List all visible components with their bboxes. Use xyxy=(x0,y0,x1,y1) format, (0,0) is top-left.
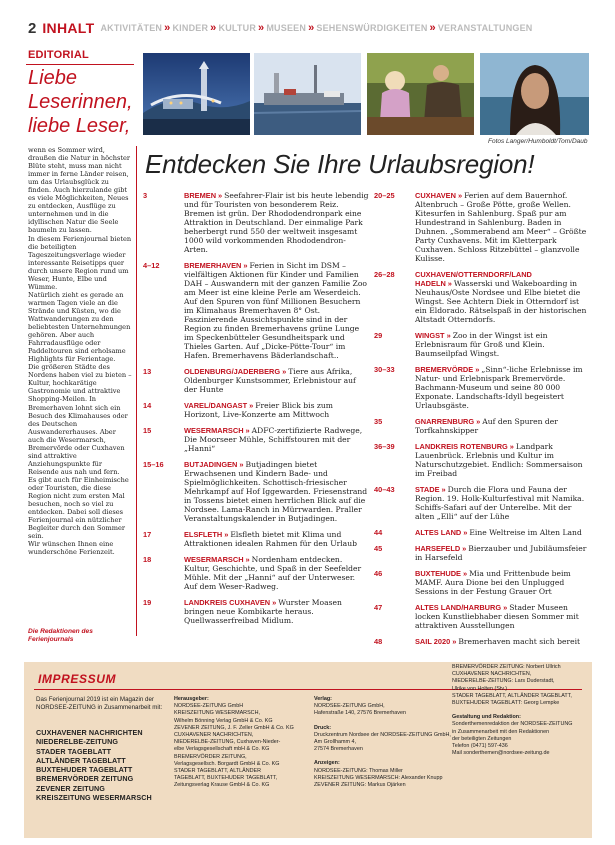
editorial-text xyxy=(28,146,132,556)
arrow-icon: » xyxy=(463,528,468,537)
toc-entry xyxy=(143,401,369,419)
toc-entry xyxy=(143,530,369,548)
impressum-line: Am Grollhamm 4, xyxy=(314,739,356,746)
toc-place: BREMEN xyxy=(184,191,217,200)
toc-text: Freier Blick bis zum Horizont, Live-Konzerte am Mittwoch xyxy=(184,401,333,419)
toc-place: CUXHAVEN/OTTERNDORF/LAND HADELN xyxy=(415,270,532,288)
impressum-intro: Das Ferienjournal 2019 ist ein Magazin der NORDSEE-ZEITUNG in Zusammenarbeit mit: xyxy=(36,696,163,711)
editorial-paragraph: In diesem Ferienjournal bieten die beteiligten Tageszeitungsverlage wieder interessante Reisetipps quer durch unsere Region rund um Weser, Hunte, Elbe und Wümme. xyxy=(28,234,132,291)
impressum-line: NORDSEE-ZEITUNG: Thomas Miller xyxy=(314,767,403,774)
toc-entry xyxy=(143,191,369,254)
toc-left-column xyxy=(143,191,369,632)
toc-entry xyxy=(143,426,369,453)
toc-entry xyxy=(143,367,369,394)
impressum-box xyxy=(24,662,592,838)
toc-entry xyxy=(374,485,590,521)
impressum-paper-list xyxy=(36,728,186,802)
arrow-icon: » xyxy=(243,261,248,270)
arrow-icon: » xyxy=(509,442,514,451)
toc-entry xyxy=(374,365,590,410)
toc-place: HARSEFELD xyxy=(415,544,461,553)
toc-place: OLDENBURG/JADERBERG xyxy=(184,367,281,376)
toc-place: WESERMARSCH xyxy=(184,426,244,435)
photo-credit: Fotos Langer/Humboldt/Tom/Daub xyxy=(488,138,588,145)
toc-page-number: 47 xyxy=(374,603,383,612)
nav-item-kinder: KINDER xyxy=(172,23,209,33)
impressum-line: KREISZEITUNG WESERMARSCH: Alexander Knupp xyxy=(314,774,443,781)
toc-page-number: 3 xyxy=(143,191,148,200)
toc-page-number: 13 xyxy=(143,367,152,376)
arrow-icon: » xyxy=(239,460,244,469)
editorial-paragraph: Die größeren Städte des Nordens haben viel zu bieten – Kultur, hochkarätige Gastronomie und attraktive Shopping-Meilen. In Bremerhaven lohnt sich ein Besuch des Klimahauses oder des Deutschen Auswandererhauses. Aber auch die Wesermarsch, Bremervörde oder Cuxhaven sind attraktive Anziehungspunkte für Reisende aus nah und fern. xyxy=(28,363,132,476)
toc-page-number: 20–25 xyxy=(374,191,395,200)
arrow-icon: » xyxy=(245,426,250,435)
toc-text: Durch die Flora und Fauna der Region. 19. Holk-Kulturfestival mit Namika. Schiffs-Safari auf der Unterelbe. Mit der alten „Elli“ auf der Lühe xyxy=(415,485,585,521)
editorial-paragraph: Natürlich zieht es gerade an warmen Tagen viele an die Strände und Küsten, wo die Wattwanderungen zu den beliebtesten Unternehmungen gehören. Aber auch Fahrradausflüge oder Paddeltouren sind erholsame Highlights für Ferientage. xyxy=(28,290,131,364)
toc-page-number: 15 xyxy=(143,426,152,435)
toc-entry xyxy=(374,191,590,263)
toc-entry xyxy=(374,528,590,537)
toc-text: Wasserski und Wakeboarding in Neuhaus/Oste Nordsee und Elbe bietet die Wingst. See Achtern Diek in Otterndorf ist ein Eldorado. Rätselspaß in der historischen Altstadt Otterndorfs. xyxy=(415,279,587,324)
toc-text: Landpark Lauenbrück. Erlebnis und Kultur im Naturschutzgebiet. Endlich: Sommersaison im Freibad xyxy=(415,442,583,478)
page-header xyxy=(28,18,533,38)
toc-entry xyxy=(143,261,369,360)
nav-item-sehenswuerdigkeiten: SEHENSWÜRDIGKEITEN xyxy=(316,23,428,33)
editorial-label: EDITORIAL xyxy=(28,49,89,61)
toc-text: Seefahrer-Flair ist bis heute lebendig und für Touristen von besonderem Reiz. Bremen ist grün. Der Rhododendronpark eine Attraktion in Deutschland. Der einmalige Park beherbergt rund 550 der weltweit insgesamt 1000 wild vorkommenden Rhododendron-Arten. xyxy=(184,191,369,254)
arrow-icon: » xyxy=(475,365,480,374)
impressum-line: Verlagsgesellsch. Borgardt GmbH & Co. KG xyxy=(174,760,280,767)
arrow-icon: » xyxy=(446,331,451,340)
impressum-line: STADER TAGEBLATT, ALTLÄNDER xyxy=(174,768,261,775)
arrow-icon: » xyxy=(447,279,452,288)
arrow-icon: » xyxy=(462,544,467,553)
impressum-line: ZEVENER ZEITUNG: Markus Ojärken xyxy=(314,782,406,789)
toc-place: LANDKREIS CUXHAVEN xyxy=(184,598,271,607)
toc-text: Stader Museen locken Kunstliebhaber diesen Sommer mit attraktiven Ausstellungen xyxy=(415,603,579,630)
arrow-icon: » xyxy=(503,603,508,612)
impressum-line: BUXTEHUDER TAGEBLATT: Georg Lempke xyxy=(452,700,560,707)
toc-place: ELSFLETH xyxy=(184,530,223,539)
toc-text: Nordenham entdecken. Kultur, Geschichte, und Spaß in der Seefelder Mühle. Mit der „Hanni“ auf der Unterweser. Auf dem Weser-Radweg. xyxy=(184,555,362,591)
arrow-icon: » xyxy=(457,191,463,200)
impressum-line: Telefon (0471) 597-436 xyxy=(452,743,508,750)
toc-page-number: 15–16 xyxy=(143,460,164,469)
impressum-line: 27574 Bremerhaven xyxy=(314,746,363,753)
toc-entry xyxy=(374,603,590,630)
toc-text: Butjadingen bietet Erwachsenen und Kindern Bade- und Spielmöglichkeiten. Schottisch-friesischer Mehrkampf auf Hof Iggewarden. Friesenstrand in Tossens bietet einen herrlichen Blick auf die Nordsee. Lama-Ranch in Mürrwarden. Praller Veranstaltungskalender in Butjadingen. xyxy=(184,460,368,523)
toc-place: ALTES LAND xyxy=(415,528,462,537)
nav-item-veranstaltungen: VERANSTALTUNGEN xyxy=(437,23,533,33)
editorial-paragraph: Es gibt auch für Einheimische oder Touristen, die diese Region nicht zum ersten Mal besuchen, noch so viel zu entdecken. Dabei soll dieses Ferienjournal ein nützlicher Begleiter durch den Sommer sein. xyxy=(28,475,129,541)
harbor-photo xyxy=(254,53,361,135)
toc-page-number: 26–28 xyxy=(374,270,395,279)
toc-page-number: 48 xyxy=(374,637,383,646)
toc-entry xyxy=(374,544,590,562)
impressum-heading: Verlag: xyxy=(314,696,332,702)
toc-right-column xyxy=(374,191,590,653)
toc-text: Wurster Moasen bringen neue Kombikarte heraus. Quellwasserfreibad Midlum. xyxy=(184,598,342,625)
impressum-line: CUXHAVENER NACHRICHTEN, xyxy=(452,671,532,678)
editorial-divider xyxy=(26,64,134,65)
impressum-heading: Druck: xyxy=(314,724,332,731)
column-divider xyxy=(136,146,137,636)
arrow-icon: » xyxy=(282,367,287,376)
paper-name: NIEDERELBE-ZEITUNG xyxy=(36,737,119,747)
impressum-line: NIEDERELBE-ZEITUNG, Cuxhaven-Nieder- xyxy=(174,739,281,746)
nav-separator: » xyxy=(429,22,436,34)
nav-item-kultur: KULTUR xyxy=(218,23,257,33)
woman-portrait-photo xyxy=(480,53,589,135)
toc-entry xyxy=(143,598,369,625)
impressum-heading: Gestaltung und Redaktion: xyxy=(452,714,521,721)
toc-text: Eine Weltreise im Alten Land xyxy=(469,528,582,537)
impressum-line: in Zusammenarbeit mit den Redaktionen xyxy=(452,728,550,735)
toc-entry xyxy=(374,637,590,646)
arrow-icon: » xyxy=(452,637,457,646)
toc-place: LANDKREIS ROTENBURG xyxy=(415,442,508,451)
toc-place: VAREL/DANGAST xyxy=(184,401,248,410)
toc-page-number: 35 xyxy=(374,417,383,426)
impressum-line: KREISZEITUNG WESERMARSCH, xyxy=(174,710,260,717)
toc-text: Bierzauber und Jubiläumsfeier in Harsefeld xyxy=(415,544,587,562)
email-link[interactable]: Mail sonderthemen@nordsee-zeitung.de xyxy=(452,750,550,757)
toc-text: Ferien auf dem Bauernhof. Altenbruch – Große Pötte, große Wellen. Kitesurfen in Sahlenburg. Spaß pur am Hundestrand in Sahlenburg. Baden in Duhnen. „Sommerabend am Meer“ – Größte Party Cuxhavens. Mit im Kletterpark Cuxhaven. Schloss Ritzebüttel – glanzvolle Kulisse. xyxy=(415,191,587,263)
toc-place: CUXHAVEN xyxy=(415,191,456,200)
paper-name: BREMERVÖRDER ZEITUNG xyxy=(36,774,134,784)
impressum-heading: Herausgeber: xyxy=(174,696,209,702)
toc-page-number: 19 xyxy=(143,598,152,607)
toc-place: WESERMARSCH xyxy=(184,555,244,564)
toc-entry xyxy=(374,331,590,358)
page-number: 2 xyxy=(28,19,37,37)
toc-place: GNARRENBURG xyxy=(415,417,475,426)
toc-entry xyxy=(374,417,590,435)
impressum-line: Hafenstraße 140, 27576 Bremerhaven xyxy=(314,710,406,717)
paper-name: ALTLÄNDER TAGEBLATT xyxy=(36,755,126,765)
paper-name: ZEVENER ZEITUNG xyxy=(36,783,105,793)
page-headline: Entdecken Sie Ihre Urlaubsregion! xyxy=(145,149,535,179)
impressum-line: STADER TAGEBLATT, ALTLÄNDER TAGEBLATT, xyxy=(452,692,572,699)
impressum-line: Druckzentrum Nordsee der NORDSEE-ZEITUNG GmbH, xyxy=(314,731,451,738)
toc-entry xyxy=(143,555,369,591)
impressum-line: Wilhelm Bönning Verlag GmbH & Co. KG xyxy=(174,717,273,724)
section-title: INHALT xyxy=(42,20,95,36)
arrow-icon: » xyxy=(272,598,277,607)
toc-text: „Sinn“-liche Erlebnisse im Natur- und Erlebnispark Bremervörde. Bachmann-Museum und seine 80 000 Exponate. Landschafts-Idyll begeistert Urlaubsgäste. xyxy=(415,365,583,410)
nav-separator: » xyxy=(308,22,315,34)
impressum-heading: Anzeigen: xyxy=(314,760,340,767)
toc-text: ADFC-zertifizierte Radwege, Die Moorseer Mühle, Schiffstouren mit der „Hanni“ xyxy=(184,426,363,453)
impressum-right-column xyxy=(452,664,588,757)
impressum-herausgeber-column xyxy=(174,696,309,790)
impressum-line: BREMERVÖRDER ZEITUNG, xyxy=(174,753,247,760)
impressum-verlag-column xyxy=(314,696,452,789)
impressum-title: IMPRESSUM xyxy=(38,672,117,686)
toc-page-number: 40–43 xyxy=(374,485,395,494)
toc-place: STADE xyxy=(415,485,440,494)
toc-text: Mia und Frittenbude beim MAMF. Aura Dione bei den Unplugged Sessions in der Festung Grauer Ort xyxy=(415,569,571,596)
toc-entry xyxy=(143,460,369,523)
toc-entry xyxy=(374,442,590,478)
bremerhaven-skyline-photo xyxy=(143,53,250,135)
toc-page-number: 17 xyxy=(143,530,152,539)
impressum-line: NORDSEE-ZEITUNG GmbH, xyxy=(314,703,385,710)
toc-place: SAIL 2020 xyxy=(415,637,451,646)
impressum-line: NORDSEE-ZEITUNG GmbH xyxy=(174,703,244,710)
impressum-line: NIEDERELBE-ZEITUNG: Lars Duderstadt, xyxy=(452,678,555,685)
impressum-line: BREMERVÖRDER ZEITUNG: Norbert Ullrich xyxy=(452,664,561,670)
impressum-line: Zeitungsverlag Krause GmbH & Co. KG xyxy=(174,782,270,789)
paper-name: CUXHAVENER NACHRICHTEN xyxy=(36,728,143,737)
toc-place: WINGST xyxy=(415,331,445,340)
paper-name: STADER TAGEBLATT xyxy=(36,746,112,756)
toc-page-number: 30–33 xyxy=(374,365,395,374)
impressum-line: Ulrike von Holten (Stv.) xyxy=(452,685,508,692)
editorial-paragraph: wenn es Sommer wird, draußen die Natur in höchster Blüte steht, muss man nicht immer in ferne Länder reisen, um das Urlaubsglück zu finden. Auch hierzulande gibt es viele Möglichkeiten, Neues zu entdecken, Ausflüge zu unternehmen und in die idyllischen Natur die Seele baumeln zu lassen. xyxy=(28,146,131,235)
toc-text: Bremerhaven macht sich bereit xyxy=(458,637,581,646)
toc-text: Auf den Spuren der Torfkahnskipper xyxy=(415,417,558,435)
toc-text: Elsfleth bietet mit Klima und Attraktionen idealen Rahmen für den Urlaub xyxy=(184,530,357,548)
editorial-signature: Die Redaktionen des Ferienjournals xyxy=(28,628,93,644)
impressum-line: TAGEBLATT, BUXTEHUDER TAGEBLATT, xyxy=(174,775,278,782)
editorial-greeting: Liebe Leserinnen, liebe Leser, xyxy=(28,67,133,137)
toc-text: Tiere aus Afrika, Oldenburger Kunstsommer, Erlebnistour auf der Hunte xyxy=(184,367,356,394)
toc-page-number: 18 xyxy=(143,555,152,564)
category-nav xyxy=(100,22,532,34)
toc-text: Ferien in Sicht im DSM – vielfältigen Aktionen für Kinder und Familien DAH – Auswandern mit der ganzen Familie Zoo am Meer ist eine kleine Perle am Weserdeich. Auf den Spuren von fünf Millionen Besuchern im Klimahaus Bremerhaven 8° Ost. Faszinierende Aussichtspunkte sind in der Region zu finden Bremerhavens grüne Lunge im Speckenbütteler Gesundheitspark und Thieles Garten. Auf „Dicke-Pötte-Tour“ im Hafen. Bremerhavens Bäderlandschaft.. xyxy=(184,261,367,360)
toc-place: BUXTEHUDE xyxy=(415,569,461,578)
arrow-icon: » xyxy=(245,555,250,564)
toc-page-number: 14 xyxy=(143,401,152,410)
arrow-icon: » xyxy=(218,191,223,200)
impressum-line: ZEVENER ZEITUNG, J. F. Zeller GmbH & Co. KG xyxy=(174,724,294,731)
toc-page-number: 46 xyxy=(374,569,383,578)
impressum-line: CUXHAVENER NACHRICHTEN, xyxy=(174,732,254,739)
toc-page-number: 36–39 xyxy=(374,442,395,451)
arrow-icon: » xyxy=(463,569,468,578)
paper-name: BUXTEHUDER TAGEBLATT xyxy=(36,765,133,775)
paper-name: KREISZEITUNG WESERMARSCH xyxy=(36,793,152,803)
impressum-line: elbe Verlagsgesellschaft mbH & Co. KG xyxy=(174,746,270,753)
toc-page-number: 44 xyxy=(374,528,383,537)
toc-place: BUTJADINGEN xyxy=(184,460,238,469)
arrow-icon: » xyxy=(441,485,446,494)
toc-page-number: 4–12 xyxy=(143,261,160,270)
toc-place: BREMERHAVEN xyxy=(184,261,242,270)
toc-entry xyxy=(374,270,590,324)
nav-separator: » xyxy=(210,22,217,34)
toc-page-number: 29 xyxy=(374,331,383,340)
impressum-line: der beteiligten Zeitungen xyxy=(452,735,512,742)
nav-item-aktivitaeten: AKTIVITÄTEN xyxy=(100,23,163,33)
toc-text: Zoo in der Wingst ist ein Erlebnisraum für Groß und Klein. Baumseilpfad Wingst. xyxy=(415,331,548,358)
children-garden-photo xyxy=(367,53,474,135)
toc-page-number: 45 xyxy=(374,544,383,553)
arrow-icon: » xyxy=(224,530,229,539)
arrow-icon: » xyxy=(249,401,254,410)
toc-place: BREMERVÖRDE xyxy=(415,365,474,374)
nav-separator: » xyxy=(258,22,265,34)
editorial-paragraph: Wir wünschen Ihnen eine wunderschöne Ferienzeit. xyxy=(28,540,115,557)
nav-separator: » xyxy=(164,22,171,34)
toc-entry xyxy=(374,569,590,596)
toc-place: ALTES LAND/HARBURG xyxy=(415,603,502,612)
arrow-icon: » xyxy=(476,417,481,426)
nav-item-museen: MUSEEN xyxy=(266,23,307,33)
impressum-line: Sonderthemenredaktion der NORDSEE-ZEITUNG xyxy=(452,721,573,728)
